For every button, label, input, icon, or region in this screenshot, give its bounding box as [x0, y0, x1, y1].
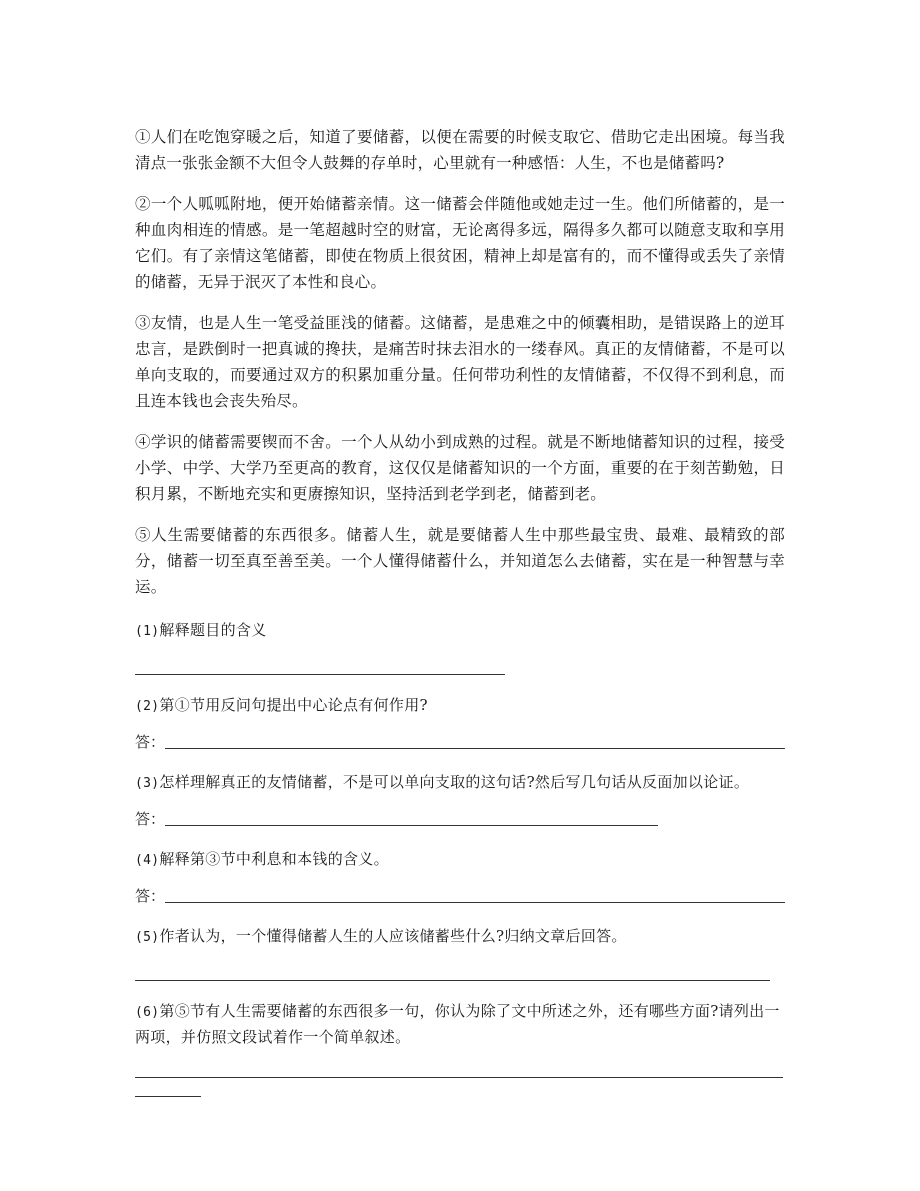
- answer-line-2[interactable]: [165, 748, 785, 749]
- answer-row-4: [135, 885, 785, 906]
- paragraph-2: ②一个人呱呱附地，便开始储蓄亲情。这一储蓄会伴随他或她走过一生。他们所储蓄的，是一种血肉相连的情感。是一笔超越时空的财富，无论离得多远，隔得多久都可以随意支取和享用它们。有了亲情这笔储蓄，即使在物质上很贫困，精神上却是富有的，而不懂得或丢失了亲情的储蓄，无异于泯灭了本性和良心。: [135, 195, 785, 291]
- question-6: [135, 999, 785, 1049]
- question-3: [135, 770, 785, 796]
- question-text: 解释第③节中利息和本钱的含义。: [159, 850, 389, 868]
- answer-row-2: [135, 731, 785, 752]
- question-5: [135, 924, 785, 950]
- question-text: 作者认为，一个懂得储蓄人生的人应该储蓄些什么?归纳文章后回答。: [159, 927, 627, 945]
- answer-line-6a[interactable]: [135, 1077, 783, 1078]
- paragraph-5: ⑤人生需要储蓄的东西很多。储蓄人生，就是要储蓄人生中那些最宝贵、最难、最精致的部分，储蓄一切至真至善至美。一个人懂得储蓄什么，并知道怎么去储蓄，实在是一种智慧与幸运。: [135, 526, 785, 596]
- question-number: (4): [135, 853, 160, 868]
- answer-line-1[interactable]: [135, 674, 505, 675]
- question-text: 怎样理解真正的友情储蓄，不是可以单向支取的这句话?然后写几句话从反面加以论证。: [159, 773, 750, 791]
- answer-row-3: [135, 808, 785, 829]
- answer-line-3[interactable]: [165, 825, 658, 826]
- worksheet: [135, 124, 785, 1097]
- answer-label: 答：: [135, 733, 166, 751]
- question-number: (2): [135, 699, 160, 714]
- answer-line-6b[interactable]: [135, 1096, 201, 1097]
- question-2: [135, 693, 785, 719]
- question-text: 第①节用反问句提出中心论点有何作用?: [159, 696, 428, 714]
- question-number: (3): [135, 776, 160, 791]
- answer-line-4[interactable]: [165, 902, 785, 903]
- question-text: 解释题目的含义: [159, 621, 267, 639]
- answer-label: 答：: [135, 810, 166, 828]
- answer-label: 答：: [135, 887, 166, 905]
- question-text: 第⑤节有人生需要储蓄的东西很多一句，你认为除了文中所述之外，还有哪些方面?请列出一两项，并仿照文段试着作一个简单叙述。: [135, 1002, 780, 1046]
- question-1: [135, 618, 785, 644]
- question-number: (6): [135, 1005, 160, 1020]
- question-number: (1): [135, 624, 160, 639]
- question-number: (5): [135, 930, 160, 945]
- question-4: [135, 847, 785, 873]
- paragraph-1: ①人们在吃饱穿暖之后，知道了要储蓄，以便在需要的时候支取它、借助它走出困境。每当我清点一张张金额不大但令人鼓舞的存单时，心里就有一种感悟：人生，不也是储蓄吗?: [135, 128, 785, 172]
- paragraph-4: ④学识的储蓄需要锲而不舍。一个人从幼小到成熟的过程。就是不断地储蓄知识的过程，接受小学、中学、大学乃至更高的教育，这仅仅是储蓄知识的一个方面，重要的在于刻苦勤勉，日积月累，不断地充实和更赓擦知识，坚持活到老学到老，储蓄到老。: [135, 433, 785, 503]
- answer-line-5[interactable]: [135, 980, 770, 981]
- paragraph-3: ③友情，也是人生一笔受益匪浅的储蓄。这储蓄，是患难之中的倾囊相助，是错误路上的逆耳忠言，是跌倒时一把真诚的搀扶，是痛苦时抹去泪水的一缕春风。真正的友情储蓄，不是可以单向支取的，而要通过双方的积累加重分量。任何带功利性的友情储蓄，不仅得不到利息，而且连本钱也会丧失殆尽。: [135, 314, 785, 410]
